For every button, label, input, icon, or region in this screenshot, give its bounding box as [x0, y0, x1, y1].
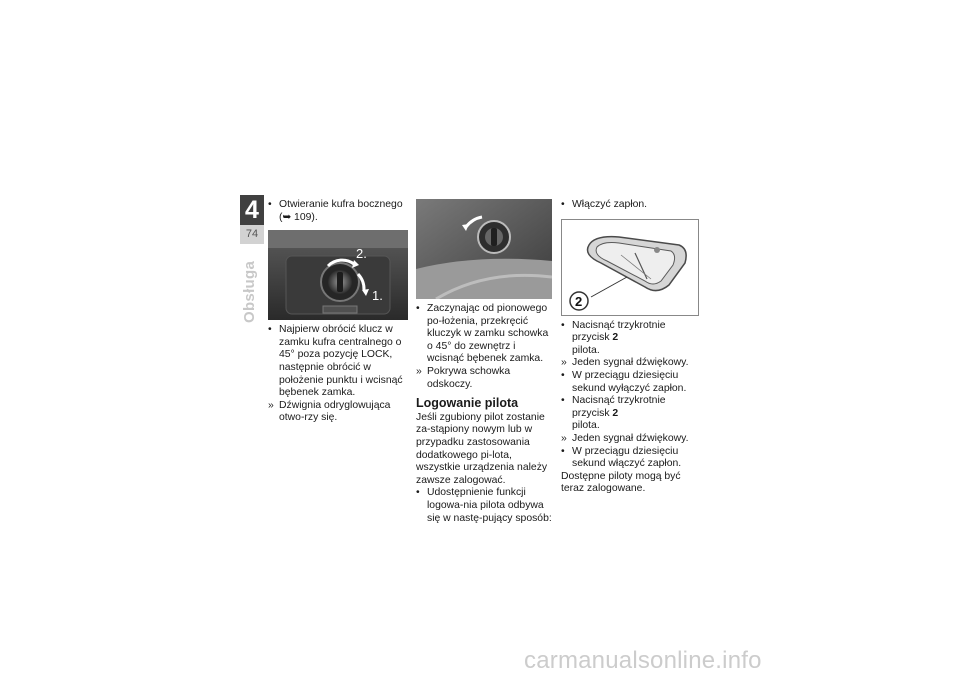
list-item	[561, 320, 701, 358]
paragraph: Dostępne piloty mogą być teraz zalogowane.	[561, 470, 681, 495]
bullet-text-tail: pilota.	[572, 420, 600, 432]
list-item: • W przeciągu dziesięciu sekund włączyć zapłon.	[561, 446, 701, 471]
bullet-text: Nacisnąć trzykrotnie przycisk	[572, 395, 666, 419]
button-ref: 2	[612, 332, 619, 344]
result-item: » Jeden sygnał dźwiękowy.	[561, 433, 701, 446]
bullet-text: Otwieranie kufra bocznego	[279, 199, 403, 210]
list-item	[268, 199, 408, 224]
list-item	[561, 395, 701, 433]
section-title: Obsługa	[241, 260, 258, 323]
button-ref: 2	[612, 407, 619, 419]
bullet-text-tail: pilota.	[572, 344, 600, 356]
column-1	[268, 199, 408, 425]
button-2-callout: 2	[575, 293, 583, 309]
step-2-label: 2.	[356, 246, 367, 262]
result-item: » Dźwignia odryglowująca otwo-rzy się.	[268, 400, 408, 425]
bullet-text: Nacisnąć trzykrotnie przycisk	[572, 319, 666, 344]
column-3	[561, 199, 701, 496]
storage-compartment-lock-photo	[416, 199, 552, 299]
paragraph: Jeśli zgubiony pilot zostanie za-stąpiony nowym lub w przypadku zastosowania dodatkowego pi-lota, wszystkie urządzenia należy zawsze zalogować.	[416, 411, 548, 486]
list-item: • Zaczynając od pionowego po-łożenia, przekręcić kluczyk w zamku schowka o 45° do zewnętrz i wcisnąć bębenek zamka.	[416, 303, 552, 366]
list-item: • Najpierw obrócić klucz w zamku kufra centralnego o 45° poza pozycję LOCK, następnie obrócić w położenie punktu i wcisnąć bębenek zamka.	[268, 324, 408, 400]
side-case-lock-photo	[268, 230, 408, 320]
list-item: • W przeciągu dziesięciu sekund wyłączyć zapłon.	[561, 370, 701, 395]
list-item: • Udostępnienie funkcji logowa-nia pilota odbywa się w nastę-pujący sposób:	[416, 487, 552, 525]
chapter-sidebar	[240, 195, 264, 244]
remote-key-illustration	[561, 219, 699, 316]
page-reference-link[interactable]: (➥ 109).	[279, 211, 318, 223]
page-number: 74	[240, 225, 264, 244]
chapter-number: 4	[240, 195, 264, 225]
list-item: • Włączyć zapłon.	[561, 199, 701, 212]
step-1-label: 1.	[372, 288, 383, 304]
result-item: » Jeden sygnał dźwiękowy.	[561, 357, 701, 370]
watermark: carmanualsonline.info	[524, 647, 762, 674]
column-2	[416, 199, 552, 525]
section-heading: Logowanie pilota	[416, 396, 519, 411]
result-item: » Pokrywa schowka odskoczy.	[416, 366, 552, 391]
